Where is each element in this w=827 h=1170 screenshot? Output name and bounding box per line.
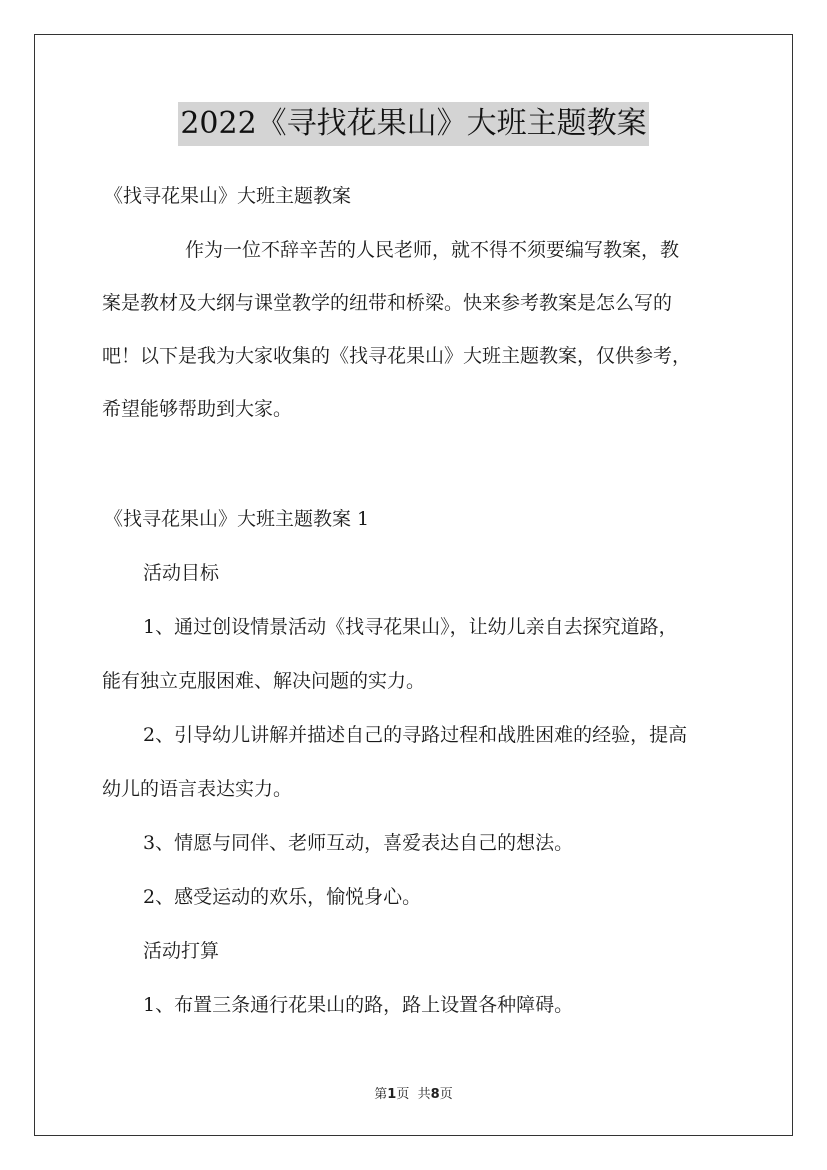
goal-line-6: 2、感受运动的欢乐，愉悦身心。 [143, 886, 422, 908]
goal-line-3: 2、引导幼儿讲解并描述自己的寻路过程和战胜困难的经验，提高 [143, 724, 688, 746]
intro-line-2: 案是教材及大纲与课堂教学的纽带和桥梁。快来参考教案是怎么写的 [102, 292, 673, 314]
intro-line-1: 作为一位不辞辛苦的人民老师，就不得不须要编写教案，教 [185, 239, 680, 261]
goal-line-5: 3、情愿与同伴、老师互动，喜爱表达自己的想法。 [143, 832, 574, 854]
prep-heading: 活动打算 [143, 940, 220, 962]
goal-heading: 活动目标 [143, 562, 220, 584]
goal-line-4: 幼儿的语言表达实力。 [102, 778, 293, 800]
page-unit: 页 [396, 1087, 410, 1102]
subtitle: 《找寻花果山》大班主题教案 [104, 185, 352, 207]
intro-line-3: 吧！以下是我为大家收集的《找寻花果山》大班主题教案，仅供参考， [102, 345, 692, 367]
total-unit: 页 [439, 1087, 453, 1102]
intro-line-4: 希望能够帮助到大家。 [102, 398, 293, 420]
total-label: 共 [417, 1087, 431, 1102]
page-label: 第 [374, 1087, 388, 1102]
prep-line-1: 1、布置三条通行花果山的路，路上设置各种障碍。 [143, 994, 574, 1016]
goal-line-1: 1、通过创设情景活动《找寻花果山》，让幼儿亲自去探究道路， [143, 616, 678, 638]
document-title: 2022《寻找花果山》大班主题教案 [178, 102, 648, 146]
page-footer [0, 1083, 827, 1102]
page-number: 1 [387, 1087, 397, 1102]
title-wrapper [0, 102, 827, 146]
section-heading: 《找寻花果山》大班主题教案 1 [104, 508, 370, 530]
total-pages: 8 [430, 1087, 440, 1102]
goal-line-2: 能有独立克服困难、解决问题的实力。 [102, 670, 426, 692]
